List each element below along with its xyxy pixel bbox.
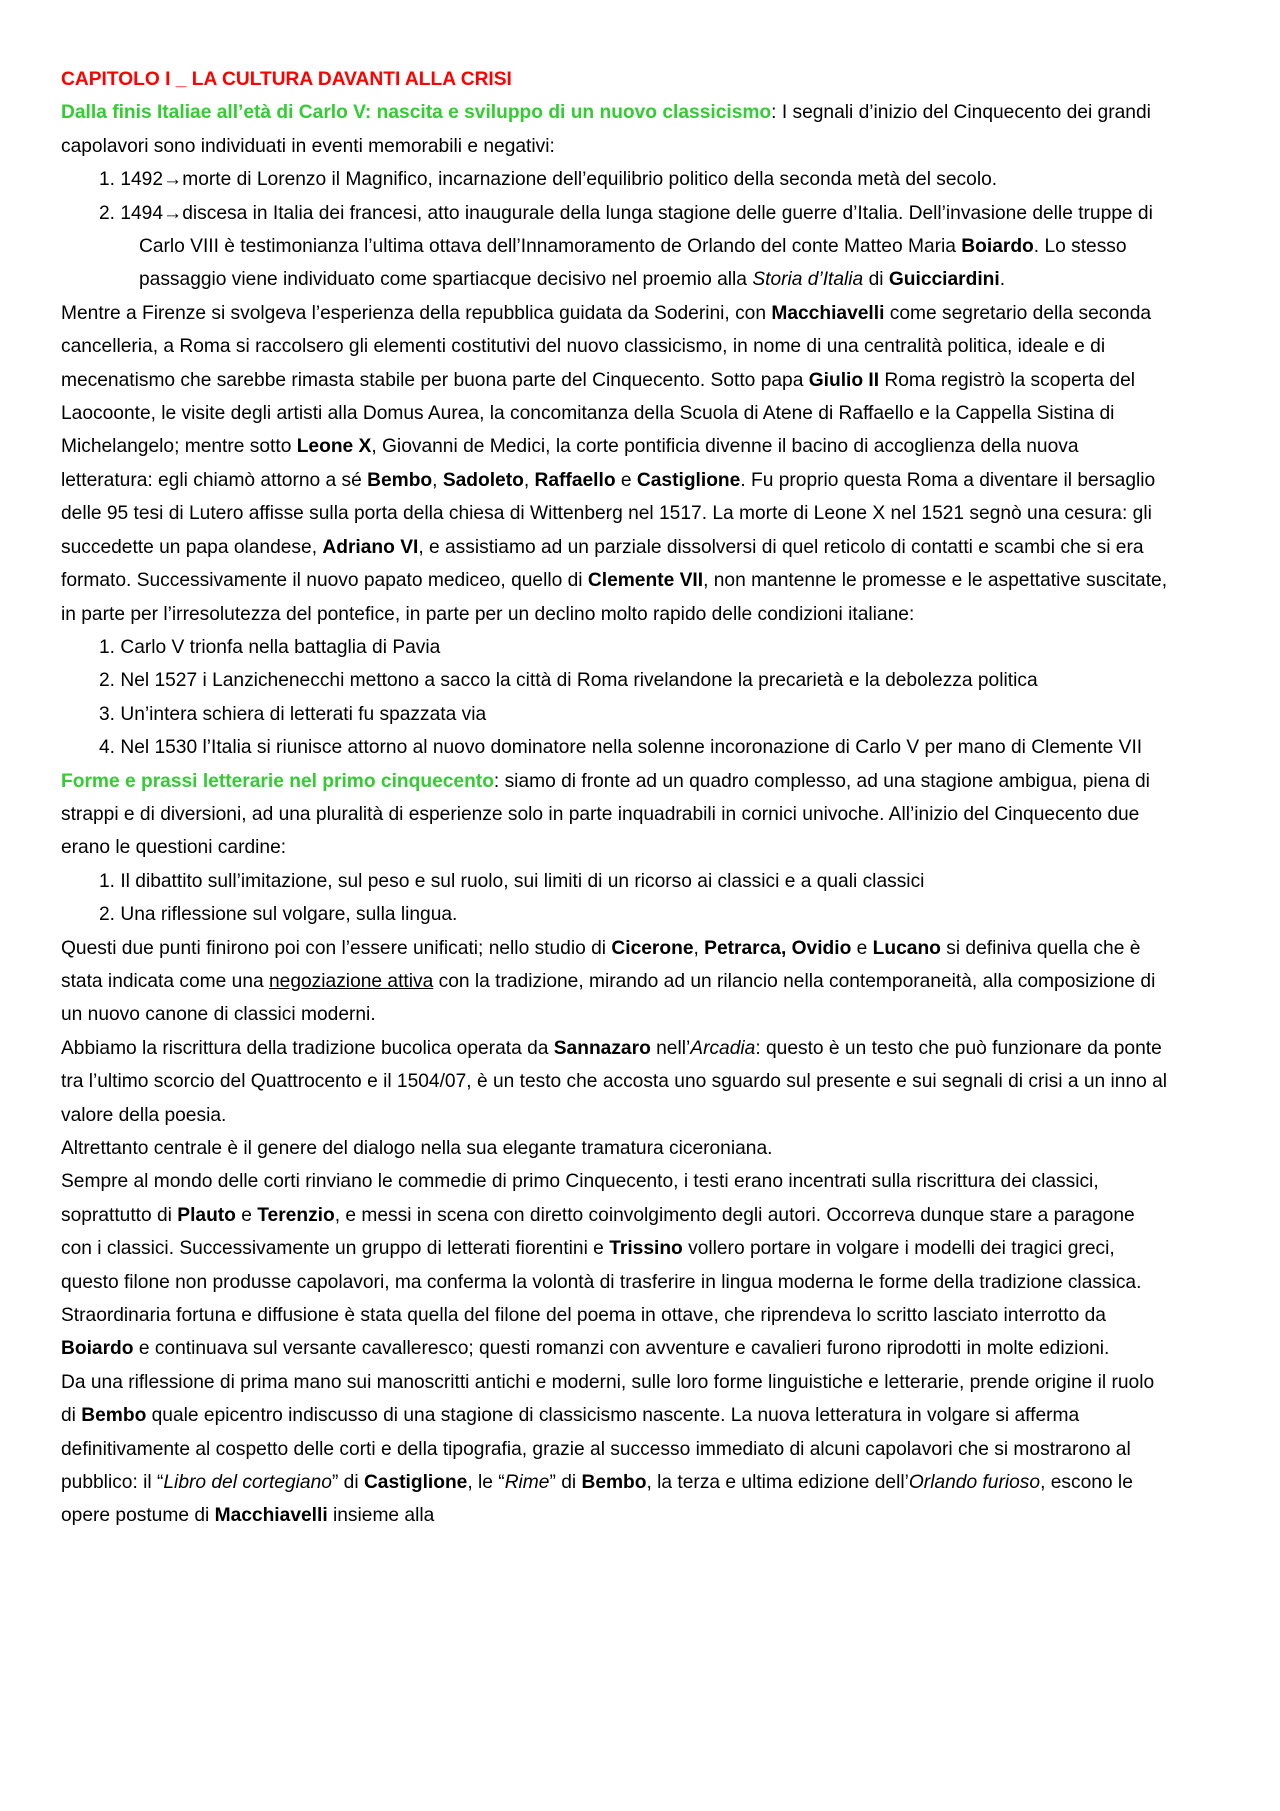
paragraph-unification: Questi due punti finirono poi con l’essere unificati; nello studio di Cicerone, Petrarca, Ovidio e Lucano si definiva quella che è stata indicata come una negoziazione attiva con la tradizione, mirando ad un rilancio nella contemporaneità, alla composizione di un nuovo canone di classici moderni.	[61, 937, 1156, 1026]
paragraph-dialogue: Altrettanto centrale è il genere del dialogo nella sua elegante tramatura ciceroniana.	[61, 1138, 773, 1159]
section1-intro: Dalla finis Italiae all’età di Carlo V: nascita e sviluppo di un nuovo classicismo: I segnali d’inizio del Cinquecento dei grandi capolavori sono individuati in eventi memorabili e negativi:	[61, 102, 1151, 157]
conditions-list	[61, 631, 1170, 765]
section1-heading: Dalla finis Italiae all’età di Carlo V: nascita e sviluppo di un nuovo classicismo	[61, 102, 772, 124]
list-item: 1. Carlo V trionfa nella battaglia di Pavia	[99, 636, 441, 658]
chapter-title	[61, 63, 1170, 96]
questions-list	[61, 865, 1170, 932]
list-item: 4. Nel 1530 l’Italia si riunisce attorno al nuovo dominatore nella solenne incoronazione di Carlo V per mano di Clemente VII	[99, 737, 1143, 759]
paragraph-arcadia: Abbiamo la riscrittura della tradizione bucolica operata da Sannazaro nell’Arcadia: questo è un testo che può funzionare da ponte tra l’ultimo scorcio del Quattrocento e il 1504/07, è un testo che accosta uno sguardo sul presente e sui segnali di crisi a un inno al valore della poesia.	[61, 1037, 1168, 1126]
list-item: 2. 1494→discesa in Italia dei francesi, atto inaugurale della lunga stagione delle guerre d’Italia. Dell’invasione delle truppe di Carlo VIII è testimonianza l’ultima ottava dell’Innamoramento de Orlando del conte Matteo Maria Boiardo. Lo stesso passaggio viene individuato come spartiacque decisivo nel proemio alla Storia d’Italia di Guicciardini.	[99, 202, 1153, 291]
arrow-icon: →	[163, 169, 183, 191]
paragraph-rome: Mentre a Firenze si svolgeva l’esperienza della repubblica guidata da Soderini, con Macchiavelli come segretario della seconda cancelleria, a Roma si raccolsero gli elementi costitutivi del nuovo classicismo, in nome di una centralità politica, ideale e di mecenatismo che sarebbe rimasta stabile per buona parte del Cinquecento. Sotto papa Giulio II Roma registrò la scoperta del Laocoonte, le visite degli artisti alla Domus Aurea, la concomitanza della Scuola di Atene di Raffaello e la Cappella Sistina di Michelangelo; mentre sotto Leone X, Giovanni de Medici, la corte pontificia divenne il bacino di accoglienza della nuova letteratura: egli chiamò attorno a sé Bembo, Sadoleto, Raffaello e Castiglione. Fu proprio questa Roma a diventare il bersaglio delle 95 tesi di Lutero affisse sulla porta della chiesa di Wittenberg nel 1517. La morte di Leone X nel 1521 segnò una cesura: gli succedette un papa olandese, Adriano VI, e assistiamo ad un parziale dissolversi di quel reticolo di contatti e scambi che si era formato. Successivamente il nuovo papato mediceo, quello di Clemente VII, non mantenne le promesse e le aspettative suscitate, in parte per l’irresolutezza del pontefice, in parte per un declino molto rapido delle condizioni italiane:	[61, 302, 1168, 625]
list-item: 2. Nel 1527 i Lanzichenecchi mettono a sacco la città di Roma rivelandone la precarietà e la debolezza politica	[99, 670, 1038, 692]
section2-intro: Forme e prassi letterarie nel primo cinquecento: siamo di fronte ad un quadro complesso, ad una stagione ambigua, piena di strappi e di diversioni, ad una pluralità di esperienze solo in parte inquadrabili in cornici univoche. All’inizio del Cinquecento due erano le questioni cardine:	[61, 770, 1150, 859]
list-item: 1. 1492→morte di Lorenzo il Magnifico, incarnazione dell’equilibrio politico della seconda metà del secolo.	[99, 169, 998, 191]
paragraph-comedies: Sempre al mondo delle corti rinviano le commedie di primo Cinquecento, i testi erano incentrati sulla riscrittura dei classici, soprattutto di Plauto e Terenzio, e messi in scena con diretto coinvolgimento degli autori. Occorreva dunque stare a paragone con i classici. Successivamente un gruppo di letterati fiorentini e Trissino vollero portare in volgare i modelli dei tragici greci, questo filone non produsse capolavori, ma conferma la volontà di trasferire in lingua moderna le forme della tradizione classica. Straordinaria fortuna e diffusione è stata quella del filone del poema in ottave, che riprendeva lo scritto lasciato interrotto da Boiardo e continuava sul versante cavalleresco; questi romanzi con avventure e cavalieri furono riprodotti in molte edizioni.	[61, 1171, 1142, 1360]
list-item: 1. Il dibattito sull’imitazione, sul peso e sul ruolo, sui limiti di un ricorso ai classici e a quali classici	[99, 870, 925, 892]
events-list	[61, 163, 1170, 297]
section2-heading: Forme e prassi letterarie nel primo cinquecento	[61, 770, 494, 792]
list-item: 2. Una riflessione sul volgare, sulla lingua.	[99, 904, 458, 926]
list-item: 3. Un’intera schiera di letterati fu spazzata via	[99, 703, 487, 725]
chapter-title-text: CAPITOLO I _ LA CULTURA DAVANTI ALLA CRISI	[61, 69, 512, 90]
arrow-icon: →	[163, 202, 183, 224]
paragraph-bembo: Da una riflessione di prima mano sui manoscritti antichi e moderni, sulle loro forme linguistiche e letterarie, prende origine il ruolo di Bembo quale epicentro indiscusso di una stagione di classicismo nascente. La nuova letteratura in volgare si afferma definitivamente al cospetto delle corti e della tipografia, grazie al successo immediato di alcuni capolavori che si mostrarono al pubblico: il “Libro del cortegiano” di Castiglione, le “Rime” di Bembo, la terza e ultima edizione dell’Orlando furioso, escono le opere postume di Macchiavelli insieme alla	[61, 1371, 1155, 1527]
